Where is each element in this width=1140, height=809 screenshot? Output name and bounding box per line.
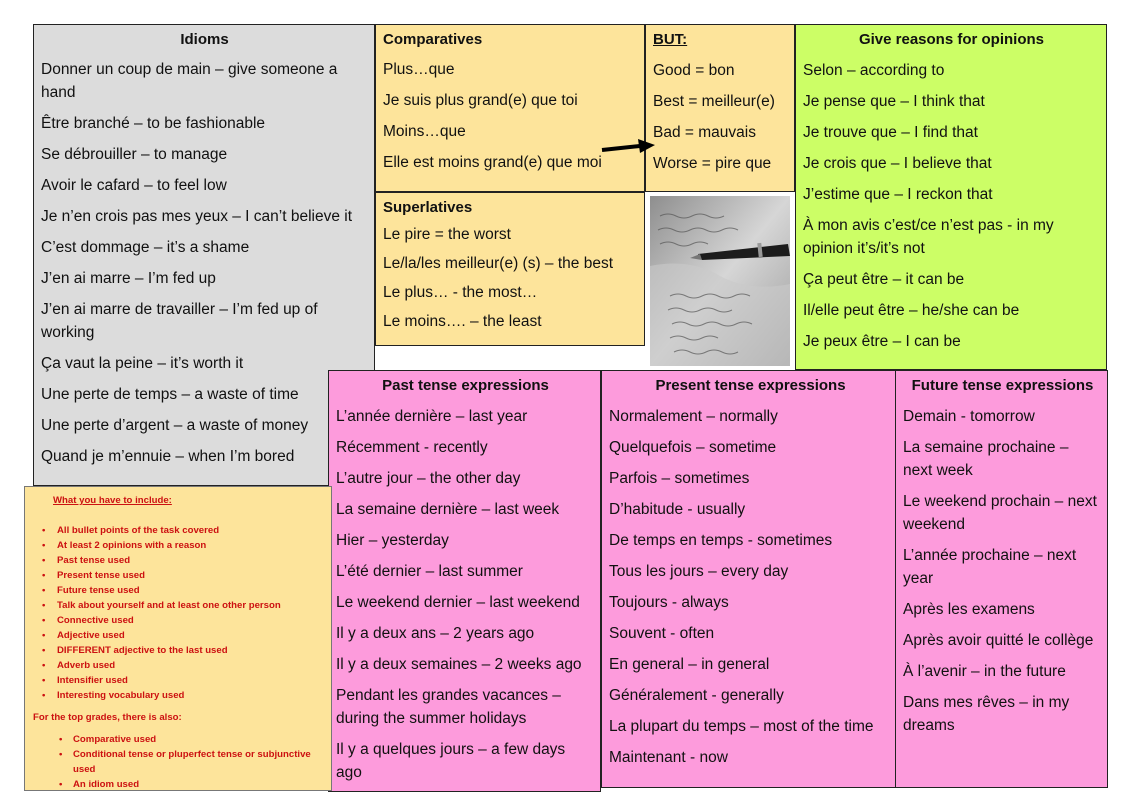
checklist-item: • Talk about yourself and at least one other person: [31, 598, 325, 613]
list-item: Généralement - generally: [609, 687, 784, 704]
top-grades-title: For the top grades, there is also:: [33, 712, 182, 723]
list-item: Ça vaut la peine – it’s worth it: [41, 355, 244, 372]
checklist-item: • Past tense used: [31, 553, 325, 568]
list-item: Selon – according to: [803, 62, 945, 79]
list-item: Avoir le cafard – to feel low: [41, 177, 227, 194]
list-item: Worse = pire que: [653, 155, 772, 172]
present-tense-list: [609, 405, 892, 769]
list-item: Être branché – to be fashionable: [41, 115, 266, 132]
list-item: Une perte d’argent – a waste of money: [41, 417, 309, 434]
list-item: J’en ai marre – I’m fed up: [41, 270, 216, 287]
list-item: L’année dernière – last year: [336, 408, 528, 425]
future-tense-list: [903, 405, 1102, 737]
list-item: Toujours - always: [609, 594, 729, 611]
list-item: Le moins…. – the least: [383, 313, 542, 330]
list-item: En general – in general: [609, 656, 770, 673]
list-item: Pendant les grandes vacances – during the summer holidays: [336, 687, 561, 727]
checklist-item: • Intensifier used: [31, 673, 325, 688]
list-item: Je crois que – I believe that: [803, 155, 992, 172]
but-title: BUT:: [653, 31, 688, 48]
list-item: Bad = mauvais: [653, 124, 756, 141]
list-item: L’été dernier – last summer: [336, 563, 523, 580]
list-item: Je peux être – I can be: [803, 333, 961, 350]
list-item: L’autre jour – the other day: [336, 470, 521, 487]
list-item: J’en ai marre de travailler – I’m fed up of working: [41, 301, 318, 341]
requirements-list: [31, 523, 325, 703]
list-item: Je suis plus grand(e) que toi: [383, 92, 578, 109]
checklist-item: • An idiom used: [31, 777, 325, 791]
list-item: La semaine dernière – last week: [336, 501, 560, 518]
list-item: Quelquefois – sometime: [609, 439, 777, 456]
list-item: Dans mes rêves – in my dreams: [903, 694, 1070, 734]
checklist-item: • Connective used: [31, 613, 325, 628]
present-tense-title: Present tense expressions: [655, 377, 846, 394]
list-item: Plus…que: [383, 61, 455, 78]
list-item: Le pire = the worst: [383, 226, 511, 243]
idioms-panel: [33, 24, 375, 486]
checklist-item: • Interesting vocabulary used: [31, 688, 325, 703]
list-item: Parfois – sometimes: [609, 470, 750, 487]
list-item: D’habitude - usually: [609, 501, 746, 518]
requirements-panel: [24, 486, 332, 791]
superlatives-title: Superlatives: [383, 199, 473, 216]
arrow-icon: [600, 136, 656, 158]
list-item: La plupart du temps – most of the time: [609, 718, 874, 735]
list-item: J’estime que – I reckon that: [803, 186, 993, 203]
requirements-title: What you have to include:: [53, 495, 172, 506]
list-item: Souvent - often: [609, 625, 715, 642]
checklist-item: • Conditional tense or pluperfect tense or subjunctive used: [31, 747, 325, 777]
checklist-item: • DIFFERENT adjective to the last used: [31, 643, 325, 658]
list-item: Je n’en crois pas mes yeux – I can’t believe it: [41, 208, 353, 225]
checklist-item: • All bullet points of the task covered: [31, 523, 325, 538]
comparatives-title: Comparatives: [383, 31, 483, 48]
list-item: Normalement – normally: [609, 408, 778, 425]
checklist-item: • Present tense used: [31, 568, 325, 583]
superlatives-list: [383, 223, 638, 333]
reasons-panel: [795, 24, 1107, 370]
but-panel: [645, 24, 795, 192]
checklist-item: • Comparative used: [31, 732, 325, 747]
list-item: Après les examens: [903, 601, 1035, 618]
list-item: Il y a deux ans – 2 years ago: [336, 625, 535, 642]
checklist-item: • At least 2 opinions with a reason: [31, 538, 325, 553]
list-item: C’est dommage – it’s a shame: [41, 239, 250, 256]
reasons-list: [803, 59, 1100, 353]
list-item: Il y a deux semaines – 2 weeks ago: [336, 656, 582, 673]
reasons-title: Give reasons for opinions: [858, 31, 1045, 48]
list-item: À l’avenir – in the future: [903, 663, 1066, 680]
list-item: Donner un coup de main – give someone a hand: [41, 61, 338, 101]
list-item: À mon avis c’est/ce n’est pas - in my opinion it’s/it’s not: [803, 217, 1054, 257]
top-grades-list: [31, 732, 325, 791]
checklist-item: • Adverb used: [31, 658, 325, 673]
list-item: Ça peut être – it can be: [803, 271, 965, 288]
past-tense-list: [336, 405, 595, 784]
list-item: Il y a quelques jours – a few days ago: [336, 741, 566, 781]
list-item: Moins…que: [383, 123, 466, 140]
superlatives-panel: [375, 192, 645, 346]
past-tense-panel: [328, 370, 601, 792]
list-item: Good = bon: [653, 62, 735, 79]
list-item: Récemment - recently: [336, 439, 488, 456]
list-item: Le weekend prochain – next weekend: [903, 493, 1097, 533]
list-item: Maintenant - now: [609, 749, 728, 766]
list-item: Le/la/les meilleur(e) (s) – the best: [383, 255, 614, 272]
list-item: Hier – yesterday: [336, 532, 449, 549]
list-item: Je pense que – I think that: [803, 93, 985, 110]
present-tense-panel: [601, 370, 896, 788]
list-item: Le weekend dernier – last weekend: [336, 594, 580, 611]
list-item: Tous les jours – every day: [609, 563, 789, 580]
list-item: Quand je m’ennuie – when I’m bored: [41, 448, 295, 465]
list-item: Je trouve que – I find that: [803, 124, 978, 141]
list-item: Une perte de temps – a waste of time: [41, 386, 299, 403]
list-item: De temps en temps - sometimes: [609, 532, 833, 549]
list-item: Se débrouiller – to manage: [41, 146, 228, 163]
idioms-list: [41, 58, 368, 468]
list-item: Après avoir quitté le collège: [903, 632, 1094, 649]
list-item: Demain - tomorrow: [903, 408, 1035, 425]
checklist-item: • Adjective used: [31, 628, 325, 643]
idioms-title: Idioms: [180, 31, 229, 48]
future-tense-title: Future tense expressions: [911, 377, 1094, 394]
list-item: L’année prochaine – next year: [903, 547, 1077, 587]
but-list: [653, 59, 788, 175]
list-item: Best = meilleur(e): [653, 93, 775, 110]
list-item: Il/elle peut être – he/she can be: [803, 302, 1020, 319]
list-item: Elle est moins grand(e) que moi: [383, 154, 602, 171]
list-item: La semaine prochaine – next week: [903, 439, 1069, 479]
list-item: Le plus… - the most…: [383, 284, 538, 301]
future-tense-panel: [895, 370, 1108, 788]
comparatives-panel: [375, 24, 645, 192]
past-tense-title: Past tense expressions: [382, 377, 549, 394]
pen-paper-image: [650, 196, 790, 366]
checklist-item: • Future tense used: [31, 583, 325, 598]
